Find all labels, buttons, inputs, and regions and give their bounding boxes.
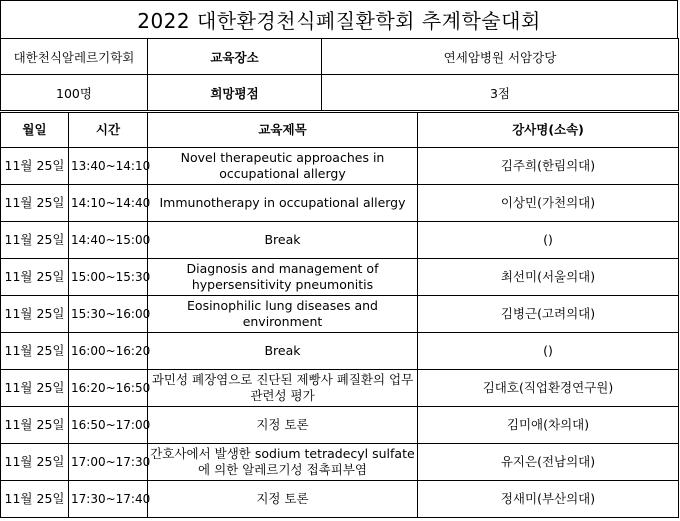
row-time: 14:40~15:00	[69, 222, 148, 259]
row-course: Novel therapeutic approaches in occupational allergy	[148, 148, 418, 185]
row-date: 11월 25일	[1, 444, 69, 481]
row-lecturer: 김주희(한림의대)	[418, 148, 679, 185]
row-lecturer: 정새미(부산의대)	[418, 481, 679, 518]
row-time: 16:00~16:20	[69, 333, 148, 370]
row-date: 11월 25일	[1, 296, 69, 333]
row-time: 16:50~17:00	[69, 407, 148, 444]
row-time: 15:30~16:00	[69, 296, 148, 333]
row-course: Eosinophilic lung diseases and environment	[148, 296, 418, 333]
row-time: 13:40~14:10	[69, 148, 148, 185]
info-row-venue	[1, 39, 679, 75]
row-date: 11월 25일	[1, 185, 69, 222]
table-row	[1, 407, 679, 444]
row-lecturer: ()	[418, 333, 679, 370]
header-date: 월일	[1, 113, 69, 148]
row-lecturer: 김병근(고려의대)	[418, 296, 679, 333]
row-time: 16:20~16:50	[69, 370, 148, 407]
row-date: 11월 25일	[1, 259, 69, 296]
row-course: Diagnosis and management of hypersensitivity pneumonitis	[148, 259, 418, 296]
info-row-rating	[1, 75, 679, 111]
row-time: 17:30~17:40	[69, 481, 148, 518]
organizer-cell: 대한천식알레르기학회	[1, 39, 148, 75]
table-row	[1, 481, 679, 518]
table-row	[1, 222, 679, 259]
row-date: 11월 25일	[1, 407, 69, 444]
row-lecturer: 김미애(차의대)	[418, 407, 679, 444]
rating-value: 3점	[322, 75, 679, 111]
info-table	[0, 38, 679, 111]
schedule-table	[0, 112, 679, 518]
table-row	[1, 259, 679, 296]
row-course: 지정 토론	[148, 481, 418, 518]
row-lecturer: 유지은(전남의대)	[418, 444, 679, 481]
row-time: 17:00~17:30	[69, 444, 148, 481]
row-course: 과민성 폐장염으로 진단된 제빵사 폐질환의 업무관련성 평가	[148, 370, 418, 407]
header-time: 시간	[69, 113, 148, 148]
rating-label: 희망평점	[148, 75, 322, 111]
row-course: 간호사에서 발생한 sodium tetradecyl sulfate 에 의한 알레르기성 접촉피부염	[148, 444, 418, 481]
row-lecturer: 김대호(직업환경연구원)	[418, 370, 679, 407]
table-row	[1, 296, 679, 333]
table-row	[1, 148, 679, 185]
venue-value: 연세암병원 서암강당	[322, 39, 679, 75]
row-date: 11월 25일	[1, 333, 69, 370]
capacity-cell: 100명	[1, 75, 148, 111]
row-course: Break	[148, 222, 418, 259]
row-date: 11월 25일	[1, 370, 69, 407]
header-lecturer: 강사명(소속)	[418, 113, 679, 148]
row-date: 11월 25일	[1, 481, 69, 518]
table-row	[1, 333, 679, 370]
row-lecturer: ()	[418, 222, 679, 259]
table-row	[1, 370, 679, 407]
table-row	[1, 185, 679, 222]
row-time: 15:00~15:30	[69, 259, 148, 296]
table-row	[1, 444, 679, 481]
row-date: 11월 25일	[1, 148, 69, 185]
row-date: 11월 25일	[1, 222, 69, 259]
schedule-header-row	[1, 113, 679, 148]
venue-label: 교육장소	[148, 39, 322, 75]
document-title: 2022 대한환경천식폐질환학회 추계학술대회	[0, 0, 678, 39]
row-course: Immunotherapy in occupational allergy	[148, 185, 418, 222]
row-lecturer: 이상민(가천의대)	[418, 185, 679, 222]
header-course: 교육제목	[148, 113, 418, 148]
row-lecturer: 최선미(서울의대)	[418, 259, 679, 296]
row-time: 14:10~14:40	[69, 185, 148, 222]
row-course: Break	[148, 333, 418, 370]
row-course: 지정 토론	[148, 407, 418, 444]
